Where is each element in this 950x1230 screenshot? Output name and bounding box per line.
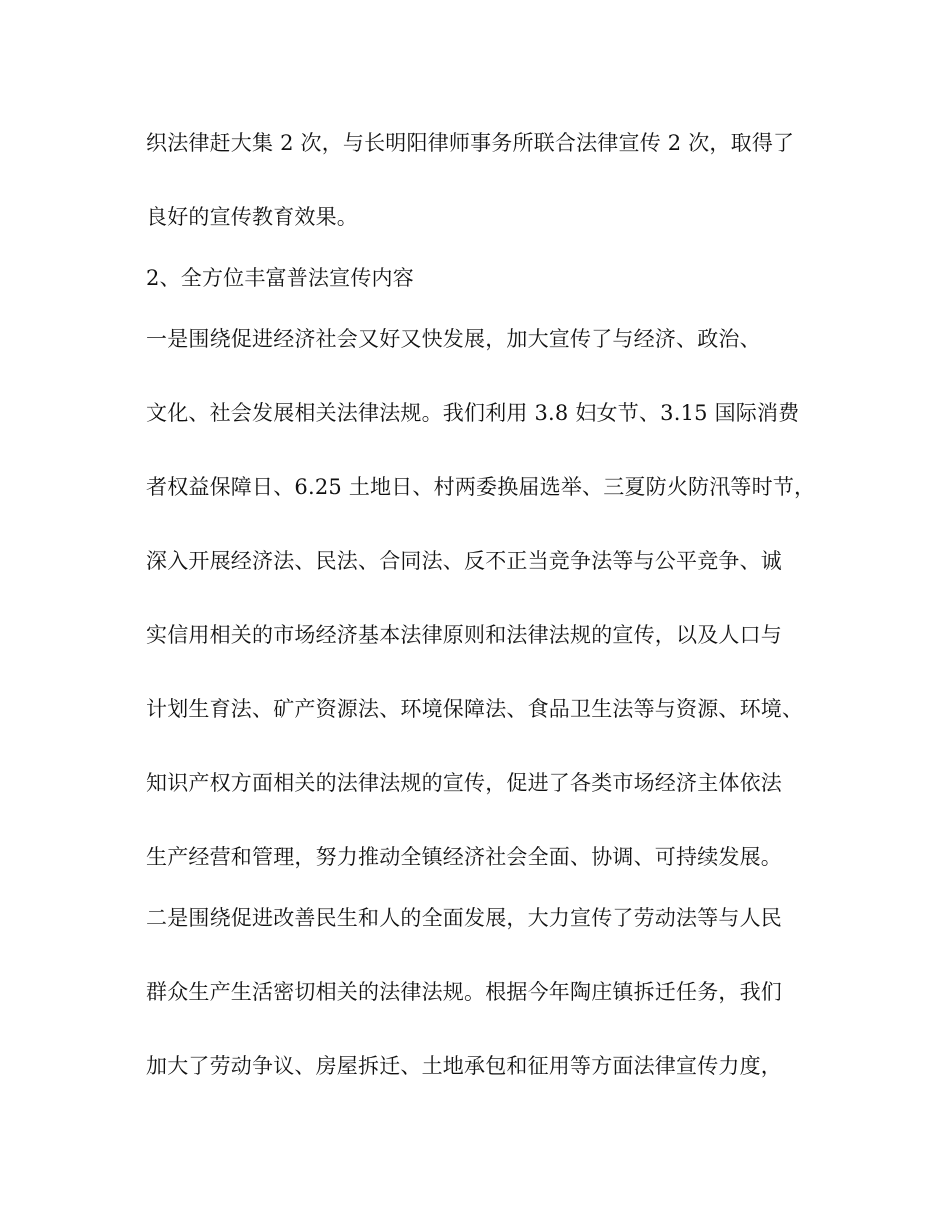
text-line-6: 者权益保障日、6.25 土地日、村两委换届选举、三夏防火防汛等时节， — [146, 475, 816, 499]
text-line-11: 生产经营和管理，努力推动全镇经济社会全面、协调、可持续发展。 — [146, 845, 782, 869]
text-line-10: 知识产权方面相关的法律法规的宣传，促进了各类市场经济主体依法 — [146, 771, 782, 795]
text-line-2: 良好的宣传教育效果。 — [146, 205, 358, 229]
text-line-1: 织法律赶大集 2 次，与长明阳律师事务所联合法律宣传 2 次，取得了 — [146, 131, 795, 155]
text-line-14: 加大了劳动争议、房屋拆迁、土地承包和征用等方面法律宣传力度， — [146, 1054, 782, 1078]
text-line-7: 深入开展经济法、民法、合同法、反不正当竞争法等与公平竞争、诚 — [146, 549, 782, 573]
text-line-13: 群众生产生活密切相关的法律法规。根据今年陶庄镇拆迁任务，我们 — [146, 980, 782, 1004]
text-line-9: 计划生育法、矿产资源法、环境保障法、食品卫生法等与资源、环境、 — [146, 697, 804, 721]
section-heading: 2、全方位丰富普法宣传内容 — [146, 266, 414, 290]
text-line-8: 实信用相关的市场经济基本法律原则和法律法规的宣传，以及人口与 — [146, 623, 782, 647]
text-line-4: 一是围绕促进经济社会又好又快发展，加大宣传了与经济、政治、 — [146, 327, 761, 351]
text-line-5: 文化、社会发展相关法律法规。我们利用 3.8 妇女节、3.15 国际消费 — [146, 401, 800, 425]
text-line-12: 二是围绕促进改善民生和人的全面发展，大力宣传了劳动法等与人民 — [146, 906, 782, 930]
